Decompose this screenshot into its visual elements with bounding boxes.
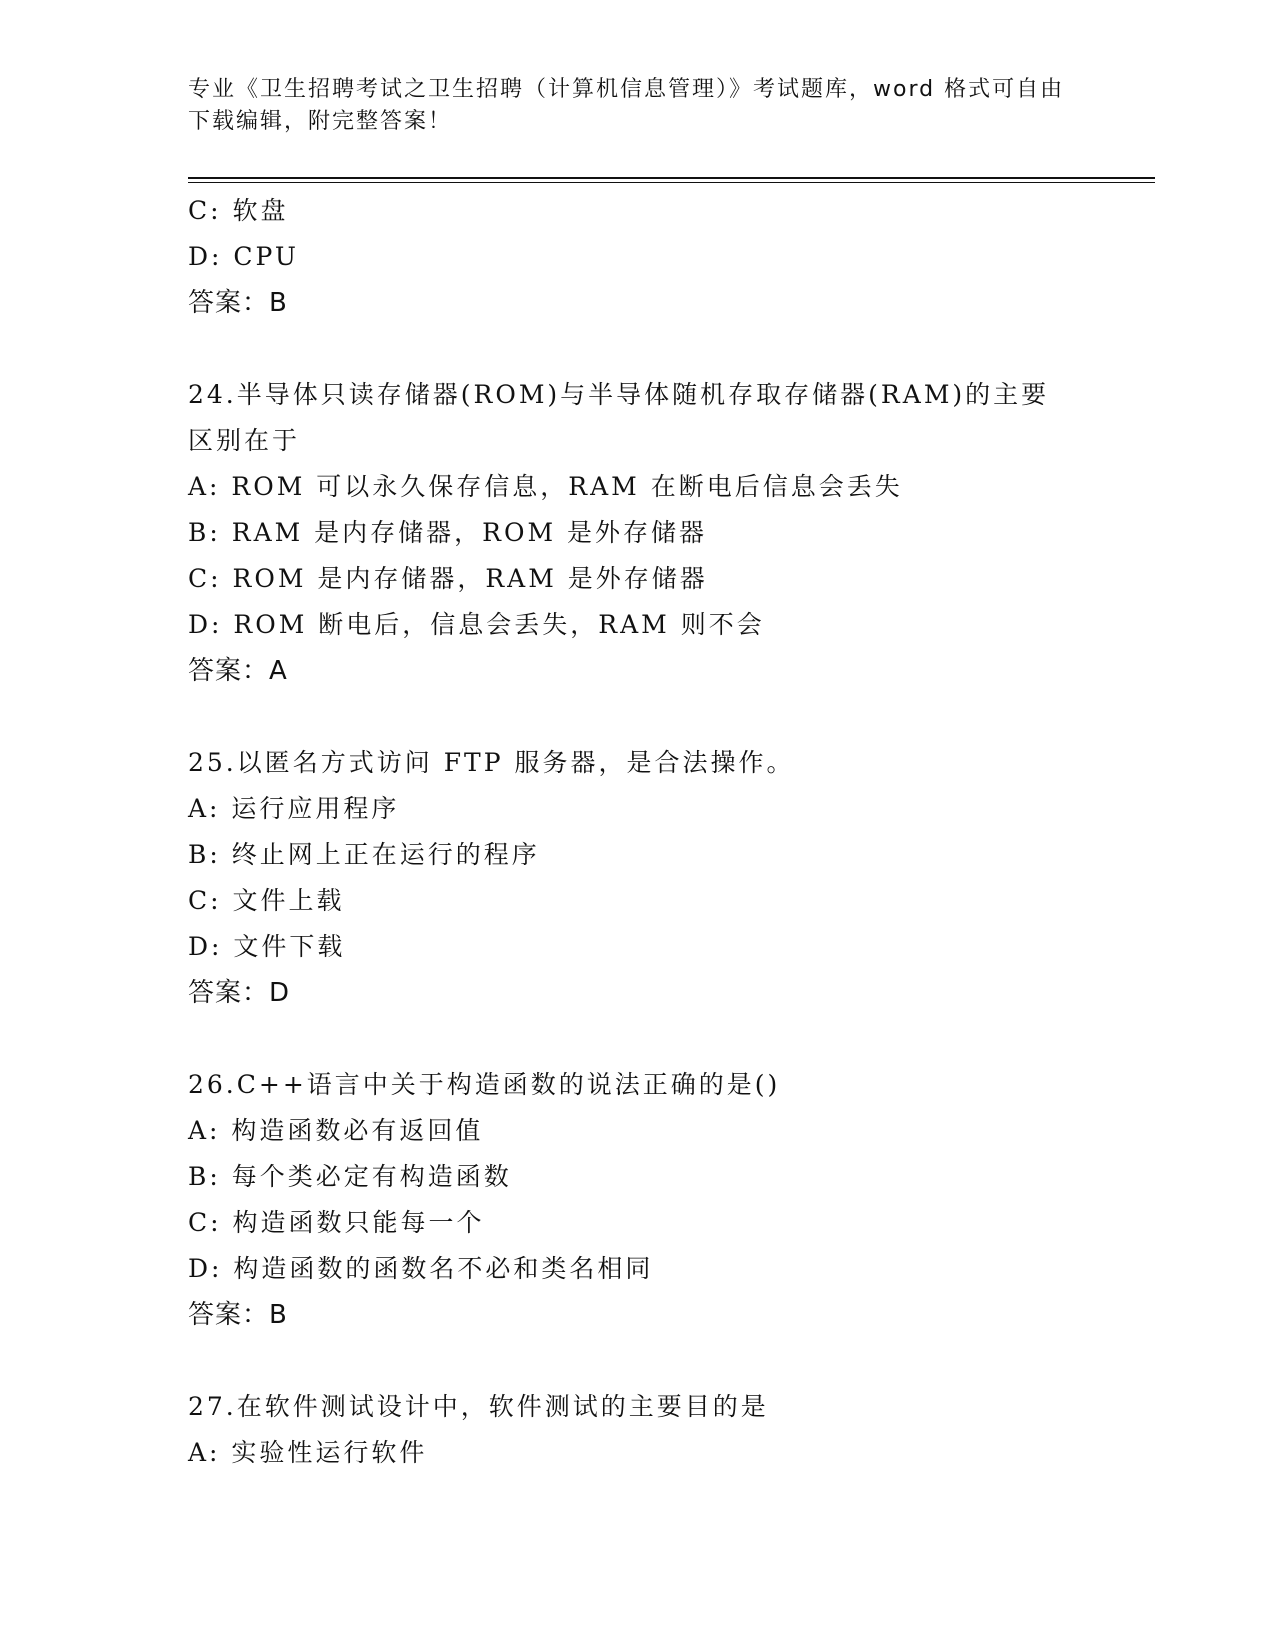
question-stem-26: 26.C++语言中关于构造函数的说法正确的是() — [188, 1070, 781, 1099]
option-d: D: ROM 断电后，信息会丢失，RAM 则不会 — [188, 610, 765, 639]
option-c: C: ROM 是内存储器，RAM 是外存储器 — [188, 564, 708, 593]
spacer — [188, 694, 1148, 740]
prev-option-c: C: 软盘 — [188, 196, 289, 225]
question-list — [188, 188, 1148, 1476]
option-c: C: 文件上载 — [188, 886, 345, 915]
answer-25: 答案：D — [188, 978, 291, 1008]
option-a: A: 运行应用程序 — [188, 794, 400, 823]
spacer — [188, 1016, 1148, 1062]
document-header: 专业《卫生招聘考试之卫生招聘（计算机信息管理）》考试题库，word 格式可自由下载编辑，附完整答案！ — [188, 77, 1065, 134]
option-a: A: 实验性运行软件 — [188, 1438, 428, 1467]
question-stem-27: 27.在软件测试设计中，软件测试的主要目的是 — [188, 1392, 769, 1421]
spacer — [188, 326, 1148, 372]
prev-answer: 答案：B — [188, 288, 288, 318]
option-a: A: ROM 可以永久保存信息，RAM 在断电后信息会丢失 — [188, 472, 903, 501]
question-stem-25: 25.以匿名方式访问 FTP 服务器，是合法操作。 — [188, 748, 795, 777]
header-divider-thick — [188, 177, 1155, 179]
spacer — [188, 1338, 1148, 1384]
prev-option-d: D: CPU — [188, 242, 299, 271]
header-divider-thin — [188, 182, 1155, 183]
option-b: B: RAM 是内存储器，ROM 是外存储器 — [188, 518, 708, 547]
option-a: A: 构造函数必有返回值 — [188, 1116, 484, 1145]
answer-24: 答案：A — [188, 656, 288, 686]
option-b: B: 终止网上正在运行的程序 — [188, 840, 540, 869]
option-d: D: 文件下载 — [188, 932, 346, 961]
option-c: C: 构造函数只能每一个 — [188, 1208, 485, 1237]
answer-26: 答案：B — [188, 1300, 288, 1330]
option-d: D: 构造函数的函数名不必和类名相同 — [188, 1254, 654, 1283]
option-b: B: 每个类必定有构造函数 — [188, 1162, 512, 1191]
question-stem-24: 24.半导体只读存储器(ROM)与半导体随机存取存储器(RAM)的主要区别在于 — [188, 380, 1050, 455]
